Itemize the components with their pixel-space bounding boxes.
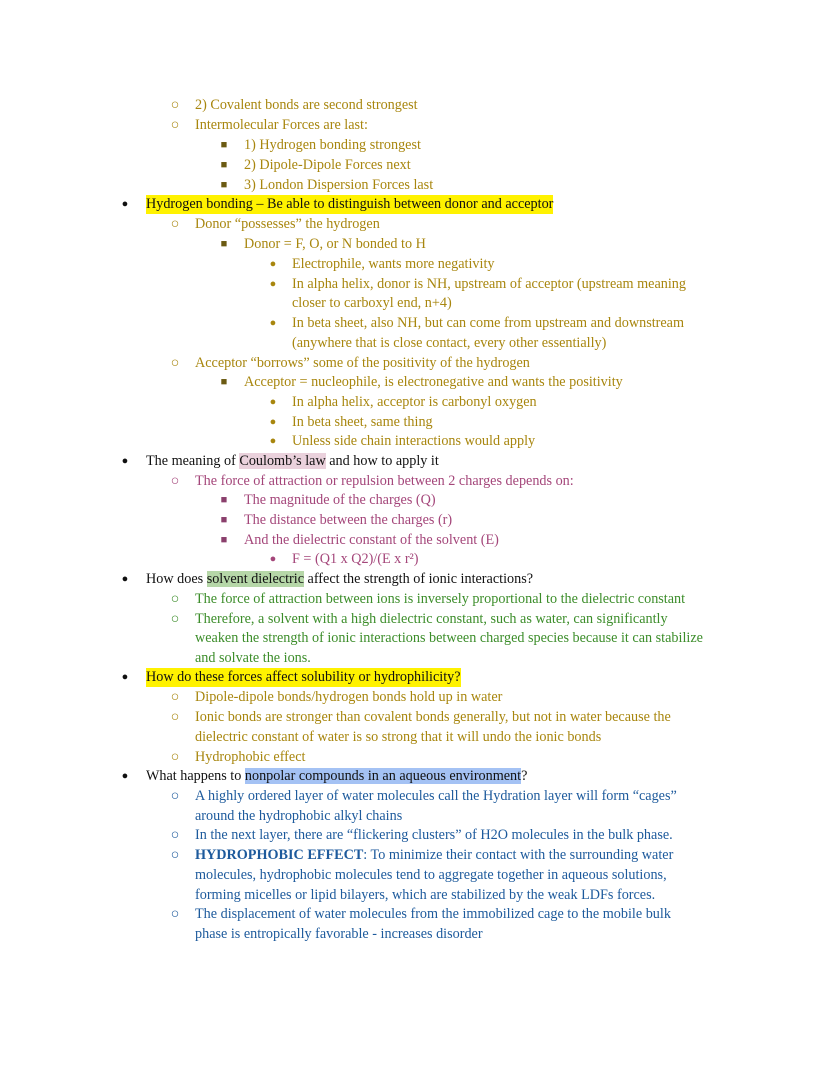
square-bullet-icon: ■: [220, 514, 228, 526]
circle-bullet-icon: ○: [170, 788, 180, 804]
heading-text: affect the strength of ionic interactions?: [304, 571, 534, 587]
section-heading: Hydrogen bonding – Be able to distinguish between donor and acceptor: [146, 196, 554, 212]
bold-term: HYDROPHOBIC EFFECT: [195, 847, 364, 863]
list-item: In alpha helix, acceptor is carbonyl oxygen: [292, 394, 537, 410]
disc-bullet-icon: ●: [121, 455, 129, 467]
disc-bullet-icon: ●: [269, 553, 277, 565]
list-item: In the next layer, there are “flickering clusters” of H2O molecules in the bulk phase.: [195, 827, 673, 843]
square-bullet-icon: ■: [220, 494, 228, 506]
circle-bullet-icon: ○: [170, 117, 180, 133]
section-heading: [146, 570, 533, 589]
list-item-continuation: weaken the strength of ionic interactions between charged species because it can stabilize: [195, 630, 703, 646]
circle-bullet-icon: ○: [170, 709, 180, 725]
square-bullet-icon: ■: [220, 534, 228, 546]
list-item-continuation: closer to carboxyl end, n+4): [292, 295, 452, 311]
square-bullet-icon: ■: [220, 179, 228, 191]
list-item: Unless side chain interactions would apply: [292, 433, 536, 449]
disc-bullet-icon: ●: [121, 671, 129, 683]
highlighted-term: nonpolar compounds in an aqueous environment: [244, 768, 522, 784]
circle-bullet-icon: ○: [170, 749, 180, 765]
list-item: Hydrophobic effect: [195, 749, 306, 765]
list-item: The magnitude of the charges (Q): [244, 492, 436, 508]
list-item: Acceptor = nucleophile, is electronegative and wants the positivity: [244, 374, 623, 390]
list-item-text: : To minimize their contact with the surrounding water: [363, 847, 674, 863]
circle-bullet-icon: ○: [170, 473, 180, 489]
highlighted-term: Coulomb’s law: [239, 453, 326, 469]
disc-bullet-icon: ●: [269, 396, 277, 408]
square-bullet-icon: ■: [220, 376, 228, 388]
circle-bullet-icon: ○: [170, 216, 180, 232]
heading-text: How does: [146, 571, 207, 587]
list-item-continuation: around the hydrophobic alkyl chains: [195, 808, 403, 824]
list-item: 2) Covalent bonds are second strongest: [195, 97, 418, 113]
list-item: The distance between the charges (r): [244, 512, 453, 528]
disc-bullet-icon: ●: [121, 198, 129, 210]
list-item-continuation: dielectric constant of water is so strong that it will undo the ionic bonds: [195, 729, 602, 745]
section-heading: [146, 452, 439, 471]
list-item: And the dielectric constant of the solvent (E): [244, 532, 499, 548]
disc-bullet-icon: ●: [121, 573, 129, 585]
heading-text: What happens to: [146, 768, 245, 784]
heading-text: The meaning of: [146, 453, 240, 469]
list-item: [195, 846, 673, 865]
list-item-continuation: molecules, hydrophobic molecules tend to aggregate together in aqueous solutions,: [195, 867, 667, 883]
disc-bullet-icon: ●: [269, 317, 277, 329]
section-heading: How do these forces affect solubility or hydrophilicity?: [146, 669, 461, 685]
list-item: 3) London Dispersion Forces last: [244, 177, 434, 193]
square-bullet-icon: ■: [220, 139, 228, 151]
list-item: Donor “possesses” the hydrogen: [195, 216, 380, 232]
circle-bullet-icon: ○: [170, 611, 180, 627]
list-item: Acceptor “borrows” some of the positivity of the hydrogen: [195, 355, 530, 371]
disc-bullet-icon: ●: [269, 258, 277, 270]
circle-bullet-icon: ○: [170, 689, 180, 705]
section-heading: [146, 767, 527, 786]
disc-bullet-icon: ●: [269, 416, 277, 428]
list-item-continuation: (anywhere that is close contact, every other essentially): [292, 335, 607, 351]
circle-bullet-icon: ○: [170, 906, 180, 922]
list-item: The force of attraction between ions is inversely proportional to the dielectric constant: [195, 591, 686, 607]
list-item: In beta sheet, same thing: [292, 414, 433, 430]
formula: F = (Q1 x Q2)/(E x r²): [292, 551, 419, 567]
heading-text: and how to apply it: [325, 453, 439, 469]
list-item: Therefore, a solvent with a high dielectric constant, such as water, can significantly: [195, 611, 668, 627]
list-item: In beta sheet, also NH, but can come from upstream and downstream: [292, 315, 685, 331]
list-item: The force of attraction or repulsion between 2 charges depends on:: [195, 473, 574, 489]
list-item-continuation: forming micelles or lipid bilayers, which are stabilized by the weak LDFs forces.: [195, 887, 656, 903]
list-item: Electrophile, wants more negativity: [292, 256, 495, 272]
circle-bullet-icon: ○: [170, 827, 180, 843]
list-item-continuation: and solvate the ions.: [195, 650, 311, 666]
disc-bullet-icon: ●: [269, 278, 277, 290]
list-item: Donor = F, O, or N bonded to H: [244, 236, 426, 252]
square-bullet-icon: ■: [220, 159, 228, 171]
disc-bullet-icon: ●: [121, 770, 129, 782]
circle-bullet-icon: ○: [170, 355, 180, 371]
square-bullet-icon: ■: [220, 238, 228, 250]
list-item: Intermolecular Forces are last:: [195, 117, 368, 133]
list-item: Ionic bonds are stronger than covalent bonds generally, but not in water because the: [195, 709, 671, 725]
circle-bullet-icon: ○: [170, 847, 180, 863]
list-item: 2) Dipole-Dipole Forces next: [244, 157, 411, 173]
list-item: 1) Hydrogen bonding strongest: [244, 137, 421, 153]
highlighted-term: solvent dielectric: [206, 571, 304, 587]
list-item: A highly ordered layer of water molecules call the Hydration layer will form “cages”: [195, 788, 677, 804]
list-item: Dipole-dipole bonds/hydrogen bonds hold up in water: [195, 689, 503, 705]
list-item: In alpha helix, donor is NH, upstream of acceptor (upstream meaning: [292, 276, 686, 292]
disc-bullet-icon: ●: [269, 435, 277, 447]
circle-bullet-icon: ○: [170, 97, 180, 113]
list-item-continuation: phase is entropically favorable - increases disorder: [195, 926, 483, 942]
heading-text: ?: [521, 768, 528, 784]
circle-bullet-icon: ○: [170, 591, 180, 607]
list-item: The displacement of water molecules from the immobilized cage to the mobile bulk: [195, 906, 671, 922]
